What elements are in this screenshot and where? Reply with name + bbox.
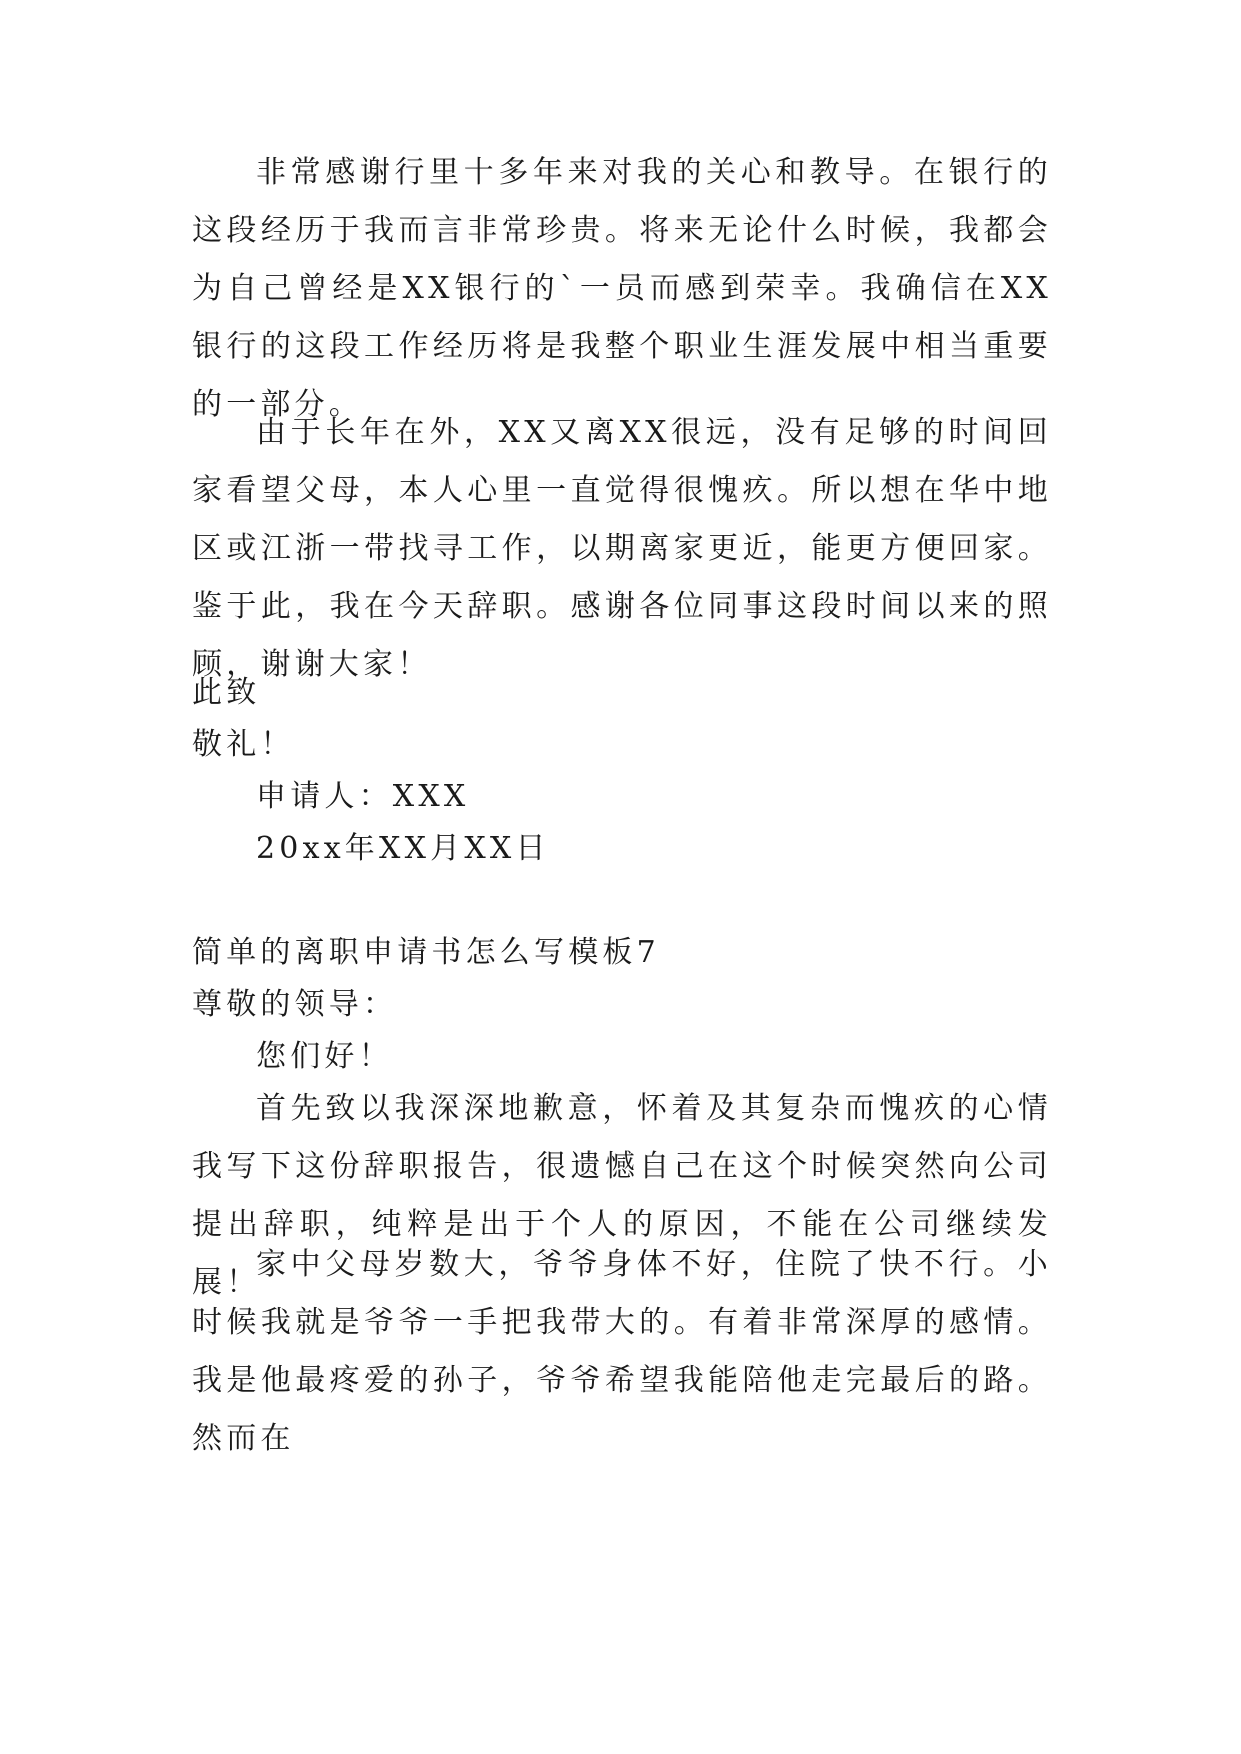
paragraph-gratitude: 非常感谢行里十多年来对我的关心和教导。在银行的这段经历于我而言非常珍贵。将来无论什么时候，我都会为自己曾经是XX银行的`一员而感到荣幸。我确信在XX银行的这段工作经历将是我整个职业生涯发展中相当重要的一部分。 [192,155,1052,422]
paragraph-reason: 由于长年在外，XX又离XX很远，没有足够的时间回家看望父母，本人心里一直觉得很愧疚。所以想在华中地区或江浙一带找寻工作，以期离家更近，能更方便回家。鉴于此，我在今天辞职。感谢各位同事这段时间以来的照顾，谢谢大家！ [192,415,1052,682]
closing-line-2: 敬礼！ [192,727,295,762]
closing-line-1: 此致 [192,675,261,710]
salutation: 尊敬的领导： [192,987,398,1022]
paragraph-apology: 首先致以我深深地歉意，怀着及其复杂而愧疚的心情我写下这份辞职报告，很遗憾自己在这个时候突然向公司提出辞职，纯粹是出于个人的原因，不能在公司继续发展！ [192,1091,1052,1300]
applicant-signature: 申请人：XXX [256,779,470,814]
signature-date: 20xx年XX月XX日 [256,831,550,866]
greeting: 您们好！ [256,1039,393,1074]
section-title: 简单的离职申请书怎么写模板7 [192,935,660,970]
paragraph-family: 家中父母岁数大，爷爷身体不好，住院了快不行。小时候我就是爷爷一手把我带大的。有着非常深厚的感情。我是他最疼爱的孙子，爷爷希望我能陪他走完最后的路。然而在 [192,1247,1052,1456]
